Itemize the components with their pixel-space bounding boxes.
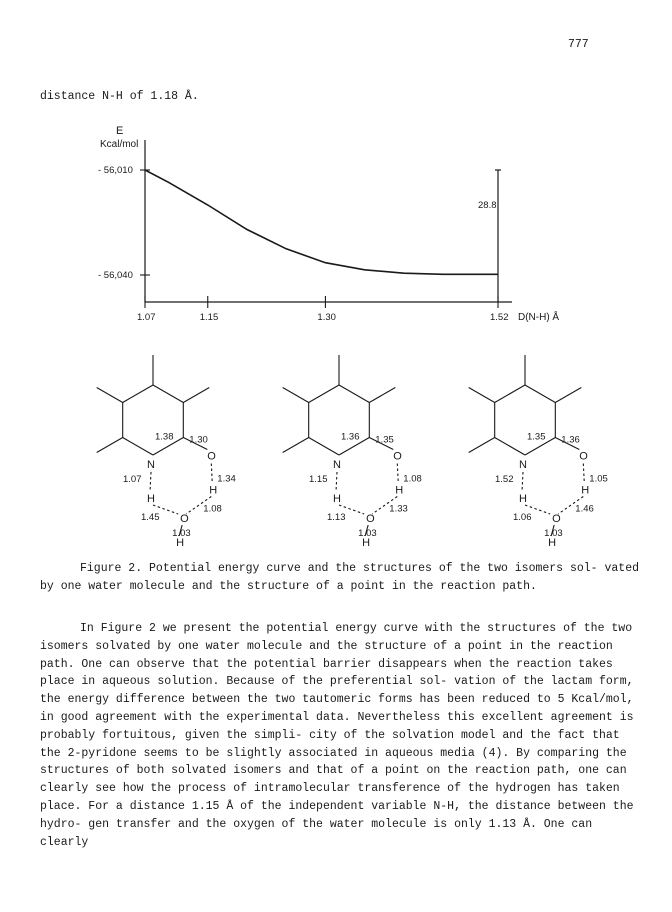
y-axis-label-e: E bbox=[116, 125, 124, 137]
substituent-bond bbox=[469, 388, 495, 403]
nh-bond bbox=[150, 472, 151, 492]
x-axis-label: D(N-H) Å bbox=[518, 312, 560, 323]
hydrogen-atom: H bbox=[548, 537, 557, 549]
oxygen-atom: O bbox=[207, 450, 216, 463]
bond-length-nh: 1.07 bbox=[123, 474, 142, 485]
figure-caption: Figure 2. Potential energy curve and the structures of the two isomers sol- vated by one water molecule and the structure of a point in the reaction path. bbox=[40, 562, 639, 593]
oxygen-atom: O bbox=[579, 450, 588, 463]
bond-length-hbond-1: 1.45 bbox=[141, 512, 160, 523]
ring-bond bbox=[525, 385, 555, 403]
ring-bond bbox=[495, 438, 525, 456]
hydrogen-atom: H bbox=[333, 493, 341, 505]
body-paragraph: In Figure 2 we present the potential energy curve with the structures of the two isomers solvated by one water molecule and the structure of a point in the reaction path. One can observe that the potential barrier disappears when the reaction takes place in aqueous solution. Because of the preferential sol- vation of the lactam form, the energy difference between the two tautomeric forms has been reduced to 5 Kcal/mol, in good agreement with the experimental data. Nevertheless this excellent agreement is probably fortuitous, given the simpli- city of the solvation model and the fact that the 2-pyridone seems to be slightly associated in aqueous media (4). By comparing the structures of both solvated isomers and that of a point on the reaction path, one can clearly see how the process of intramolecular transference of the hydrogen has taken place. For a distance 1.15 Å of the independent variable N-H, the distance between the hydro- gen transfer and the oxygen of the water molecule is only 1.13 Å. One can clearly bbox=[40, 622, 634, 849]
energy-chart bbox=[98, 125, 559, 323]
nitrogen-atom: N bbox=[519, 459, 527, 471]
substituent-bond bbox=[283, 438, 309, 453]
bond-length-water: 1.03 bbox=[358, 528, 377, 539]
x-tick-label: 1.52 bbox=[490, 312, 509, 323]
hydrogen-atom: H bbox=[209, 484, 218, 497]
hydrogen-atom: H bbox=[395, 484, 404, 497]
bond-length-water: 1.03 bbox=[544, 528, 563, 539]
bond-length-hbond-1: 1.06 bbox=[513, 512, 532, 523]
bond-length-hbond-2: 1.08 bbox=[203, 503, 222, 515]
x-tick-label: 1.15 bbox=[199, 312, 219, 323]
nh-bond bbox=[336, 472, 337, 492]
bond-length-hbond-2: 1.33 bbox=[389, 503, 408, 515]
ring-bond bbox=[339, 385, 369, 403]
substituent-bond bbox=[97, 438, 123, 453]
oh-bond bbox=[211, 464, 212, 484]
hydrogen-atom: H bbox=[176, 537, 185, 549]
ring-bond bbox=[153, 385, 183, 403]
bond-length-co: 1.30 bbox=[189, 434, 208, 446]
substituent-bond bbox=[369, 388, 395, 403]
substituent-bond bbox=[555, 388, 581, 403]
y-axis-label-unit: Kcal/mol bbox=[100, 139, 139, 150]
ring-bond bbox=[309, 385, 339, 403]
structure-2 bbox=[283, 355, 422, 549]
hydrogen-atom: H bbox=[147, 493, 155, 505]
barrier-label: 28.8 bbox=[478, 200, 497, 211]
bond-length-oh: 1.34 bbox=[217, 473, 236, 485]
molecular-structures bbox=[97, 355, 608, 549]
ring-bond bbox=[123, 438, 153, 456]
bond-length-hbond-1: 1.13 bbox=[327, 512, 346, 523]
ring-bond bbox=[123, 385, 153, 403]
nh-bond bbox=[522, 472, 523, 492]
water-oxygen-atom: O bbox=[366, 513, 375, 525]
structure-3 bbox=[469, 355, 608, 549]
water-oxygen-atom: O bbox=[552, 513, 561, 525]
bond-length-water: 1.03 bbox=[172, 528, 191, 539]
water-oxygen-atom: O bbox=[180, 513, 189, 525]
bond-length-nc: 1.38 bbox=[155, 431, 174, 443]
energy-curve bbox=[145, 170, 498, 274]
bond-length-nh: 1.15 bbox=[309, 474, 328, 485]
hydrogen-atom: H bbox=[362, 537, 371, 549]
bond-length-co: 1.36 bbox=[561, 434, 580, 446]
substituent-bond bbox=[469, 438, 495, 453]
ring-bond bbox=[309, 438, 339, 456]
bond-length-co: 1.35 bbox=[375, 434, 394, 446]
axis-ticks bbox=[98, 165, 509, 323]
ring-bond bbox=[495, 385, 525, 403]
oxygen-atom: O bbox=[393, 450, 402, 463]
substituent-bond bbox=[97, 388, 123, 403]
bond-length-hbond-2: 1.46 bbox=[575, 503, 594, 515]
bond-length-nh: 1.52 bbox=[495, 474, 514, 485]
bond-length-oh: 1.05 bbox=[589, 473, 608, 485]
oh-bond bbox=[583, 464, 584, 484]
y-tick-label: - 56,010 bbox=[98, 165, 133, 176]
bond-length-oh: 1.08 bbox=[403, 473, 422, 485]
x-tick-label: 1.07 bbox=[137, 312, 156, 323]
hydrogen-atom: H bbox=[519, 493, 527, 505]
substituent-bond bbox=[283, 388, 309, 403]
oh-bond bbox=[397, 464, 398, 484]
structure-1 bbox=[97, 355, 236, 549]
bond-length-nc: 1.35 bbox=[527, 431, 546, 443]
intro-line: distance N-H of 1.18 Å. bbox=[40, 90, 199, 103]
substituent-bond bbox=[183, 388, 209, 403]
y-tick-label: - 56,040 bbox=[98, 270, 133, 281]
nitrogen-atom: N bbox=[333, 459, 341, 471]
nitrogen-atom: N bbox=[147, 459, 155, 471]
x-tick-label: 1.30 bbox=[317, 312, 336, 323]
bond-length-nc: 1.36 bbox=[341, 431, 360, 443]
hydrogen-atom: H bbox=[581, 484, 590, 497]
page-number: 777 bbox=[568, 38, 589, 51]
